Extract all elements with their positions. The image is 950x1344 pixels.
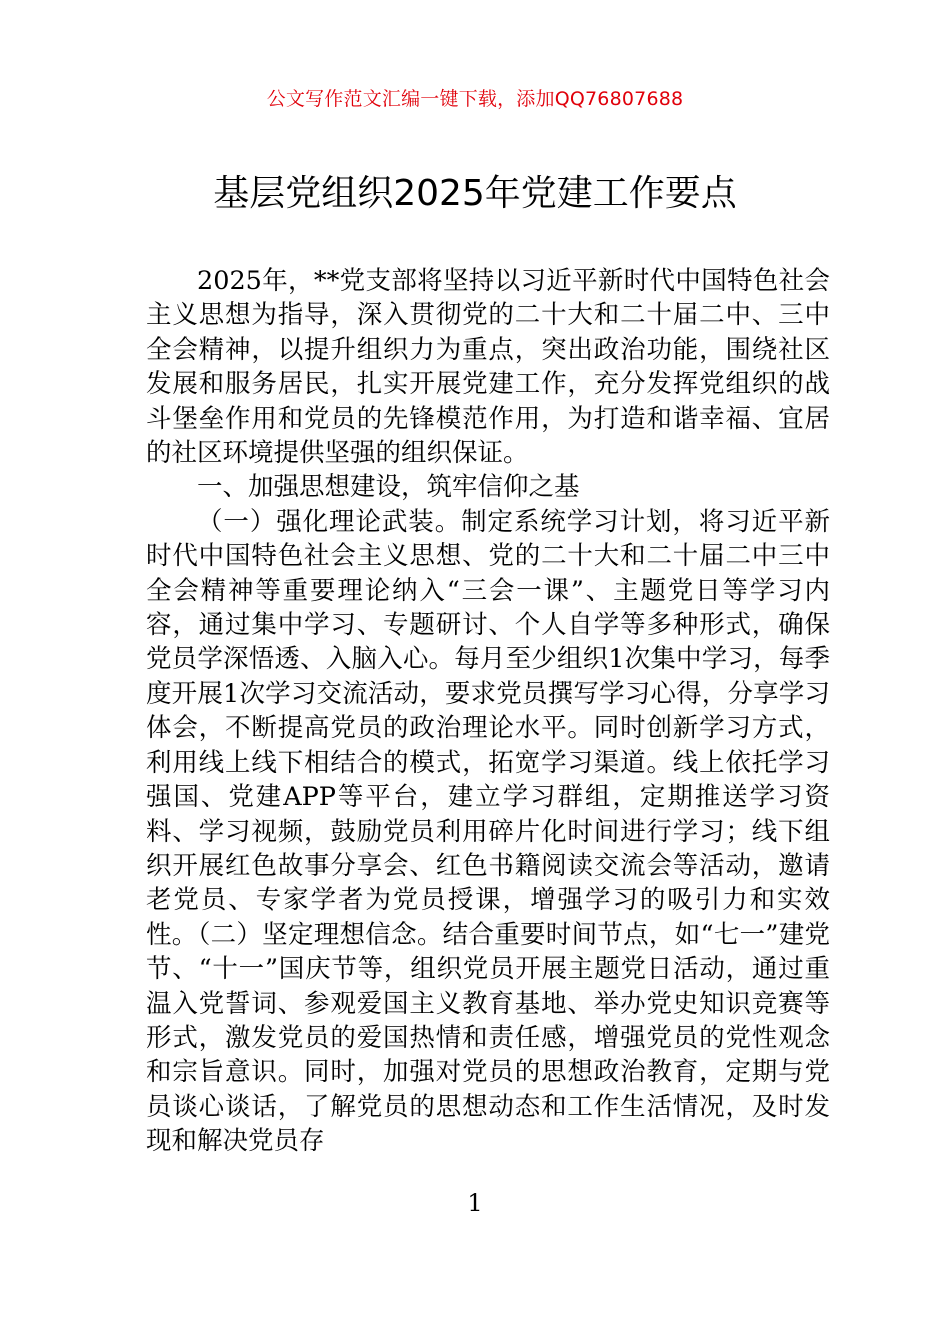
section-heading-1: 一、加强思想建设，筑牢信仰之基 bbox=[197, 472, 580, 503]
download-promo-note: 公文写作范文汇编一键下载，添加QQ76807688 bbox=[266, 88, 684, 110]
document-body bbox=[146, 264, 830, 1159]
intro-paragraph: 2025年，**党支部将坚持以习近平新时代中国特色社会主义思想为指导，深入贯彻党的二十大和二十届二中、三中全会精神，以提升组织力为重点，突出政治功能，围绕社区发展和服务居民，扎实开展党建工作，充分发挥党组织的战斗堡垒作用和党员的先锋模范作用，为打造和谐幸福、宜居的社区环境提供坚强的组织保证。 bbox=[146, 266, 830, 469]
page-number: 1 bbox=[467, 1189, 483, 1217]
document-title: 基层党组织2025年党建工作要点 bbox=[213, 173, 737, 214]
section-1-paragraph: （一）强化理论武装。制定系统学习计划，将习近平新时代中国特色社会主义思想、党的二十大和二十届二中三中全会精神等重要理论纳入“三会一课”、主题党日等学习内容，通过集中学习、专题研讨、个人自学等多种形式，确保党员学深悟透、入脑入心。每月至少组织1次集中学习，每季度开展1次学习交流活动，要求党员撰写学习心得，分享学习体会，不断提高党员的政治理论水平。同时创新学习方式，利用线上线下相结合的模式，拓宽学习渠道。线上依托学习强国、党建APP等平台，建立学习群组，定期推送学习资料、学习视频，鼓励党员利用碎片化时间进行学习；线下组织开展红色故事分享会、红色书籍阅读交流会等活动，邀请老党员、专家学者为党员授课，增强学习的吸引力和实效性。（二）坚定理想信念。结合重要时间节点，如“七一”建党节、“十一”国庆节等，组织党员开展主题党日活动，通过重温入党誓词、参观爱国主义教育基地、举办党史知识竞赛等形式，激发党员的爱国热情和责任感，增强党员的党性观念和宗旨意识。同时，加强对党员的思想政治教育，定期与党员谈心谈话，了解党员的思想动态和工作生活情况，及时发现和解决党员存 bbox=[146, 506, 830, 1157]
